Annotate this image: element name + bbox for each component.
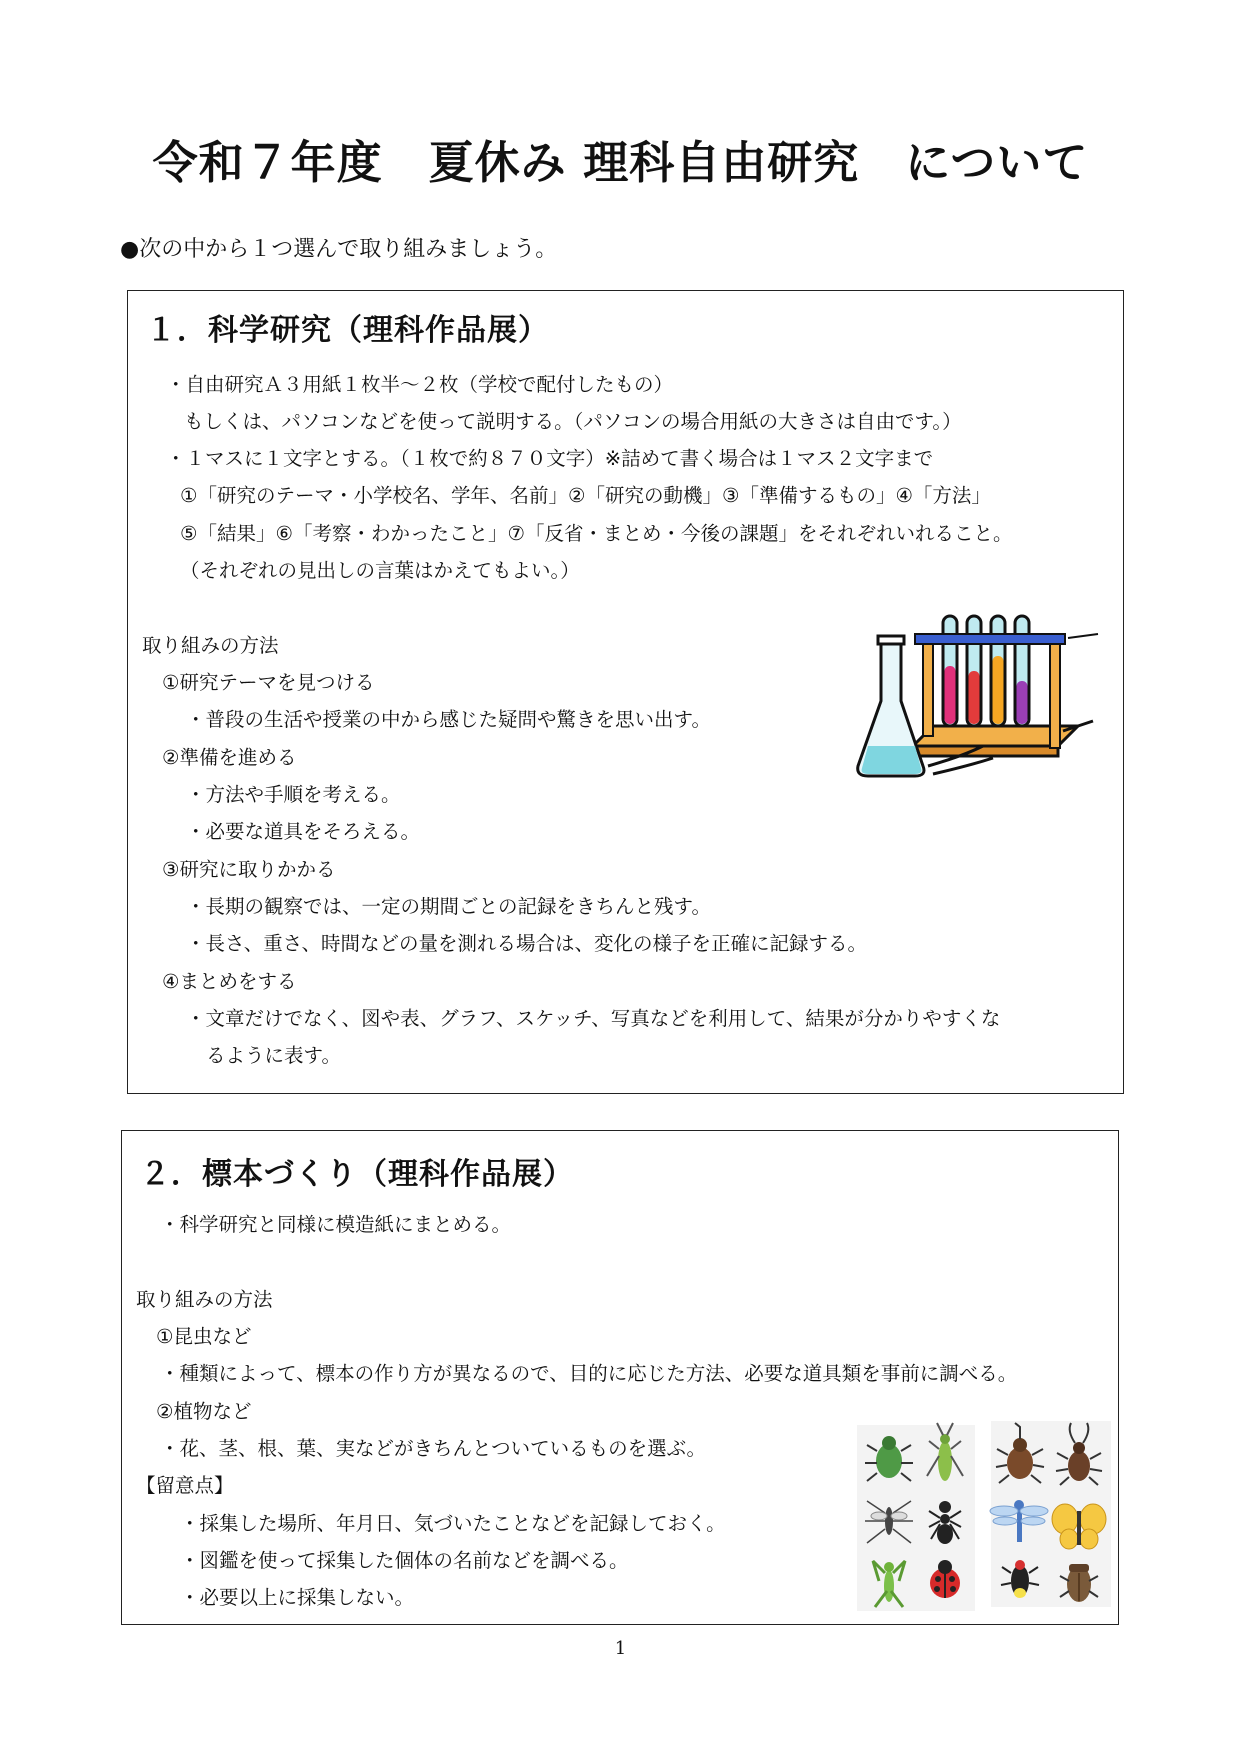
s1-line: もしくは、パソコンなどを使って説明する。（パソコンの場合用紙の大きさは自由です。）	[184, 410, 962, 433]
s2-line: ・図鑑を使って採集した個体の名前などを調べる。	[180, 1549, 629, 1572]
s2-line: ・花、茎、根、葉、実などがきちんとついているものを選ぶ。	[160, 1437, 707, 1460]
s1-step: ・普段の生活や授業の中から感じた疑問や驚きを思い出す。	[186, 708, 711, 731]
s2-line: 【留意点】	[136, 1474, 234, 1497]
insects-illustration	[857, 1421, 1115, 1611]
test-tubes-flask-illustration	[853, 606, 1103, 791]
intro-text: ●次の中から１つ選んで取り組みましょう。	[120, 237, 558, 262]
s1-step: ①研究テーマを見つける	[162, 671, 375, 694]
s1-line: （それぞれの見出しの言葉はかえてもよい。）	[180, 559, 580, 582]
section1-heading: １．科学研究（理科作品展）	[146, 313, 549, 348]
section-science-research	[127, 290, 1124, 1094]
s1-step: ・方法や手順を考える。	[186, 783, 401, 806]
page-title: 令和７年度 夏休み 理科自由研究 について	[152, 136, 1089, 189]
s1-step: ④まとめをする	[162, 970, 297, 993]
s2-line: ①昆虫など	[156, 1325, 252, 1348]
s1-line: ①「研究のテーマ・小学校名、学年、名前」②「研究の動機」③「準備するもの」④「方法」	[180, 484, 991, 507]
section-specimen-making	[121, 1130, 1119, 1625]
s1-step: ・長さ、重さ、時間などの量を測れる場合は、変化の様子を正確に記録する。	[186, 932, 867, 955]
s1-line: ・自由研究Ａ３用紙１枚半～２枚（学校で配付したもの）	[166, 373, 674, 396]
s1-step: ・長期の観察では、一定の期間ごとの記録をきちんと残す。	[186, 895, 711, 918]
s1-line: ・１マスに１文字とする。（１枚で約８７０文字）※詰めて書く場合は１マス２文字まで	[166, 447, 934, 470]
s1-method-heading: 取り組みの方法	[142, 634, 279, 657]
s1-step: ②準備を進める	[162, 746, 297, 769]
section2-heading: ２．標本づくり（理科作品展）	[140, 1157, 574, 1192]
s2-line: ・必要以上に採集しない。	[180, 1586, 415, 1609]
s2-line: ・科学研究と同様に模造紙にまとめる。	[160, 1213, 512, 1236]
s1-step: ③研究に取りかかる	[162, 858, 336, 881]
s2-line: ・採集した場所、年月日、気づいたことなどを記録しておく。	[180, 1512, 726, 1535]
s1-line: ⑤「結果」⑥「考察・わかったこと」⑦「反省・まとめ・今後の課題」をそれぞれいれること。	[180, 522, 1013, 545]
s1-step: ・文章だけでなく、図や表、グラフ、スケッチ、写真などを利用して、結果が分かりやすくな	[186, 1007, 1001, 1030]
s2-line: ②植物など	[156, 1400, 252, 1423]
page-number: 1	[614, 1638, 627, 1659]
s1-step: ・必要な道具をそろえる。	[186, 820, 421, 843]
s2-line: ・種類によって、標本の作り方が異なるので、目的に応じた方法、必要な道具類を事前に調べる。	[160, 1362, 1018, 1385]
s1-step: るように表す。	[206, 1044, 341, 1067]
s2-line: 取り組みの方法	[136, 1288, 273, 1311]
